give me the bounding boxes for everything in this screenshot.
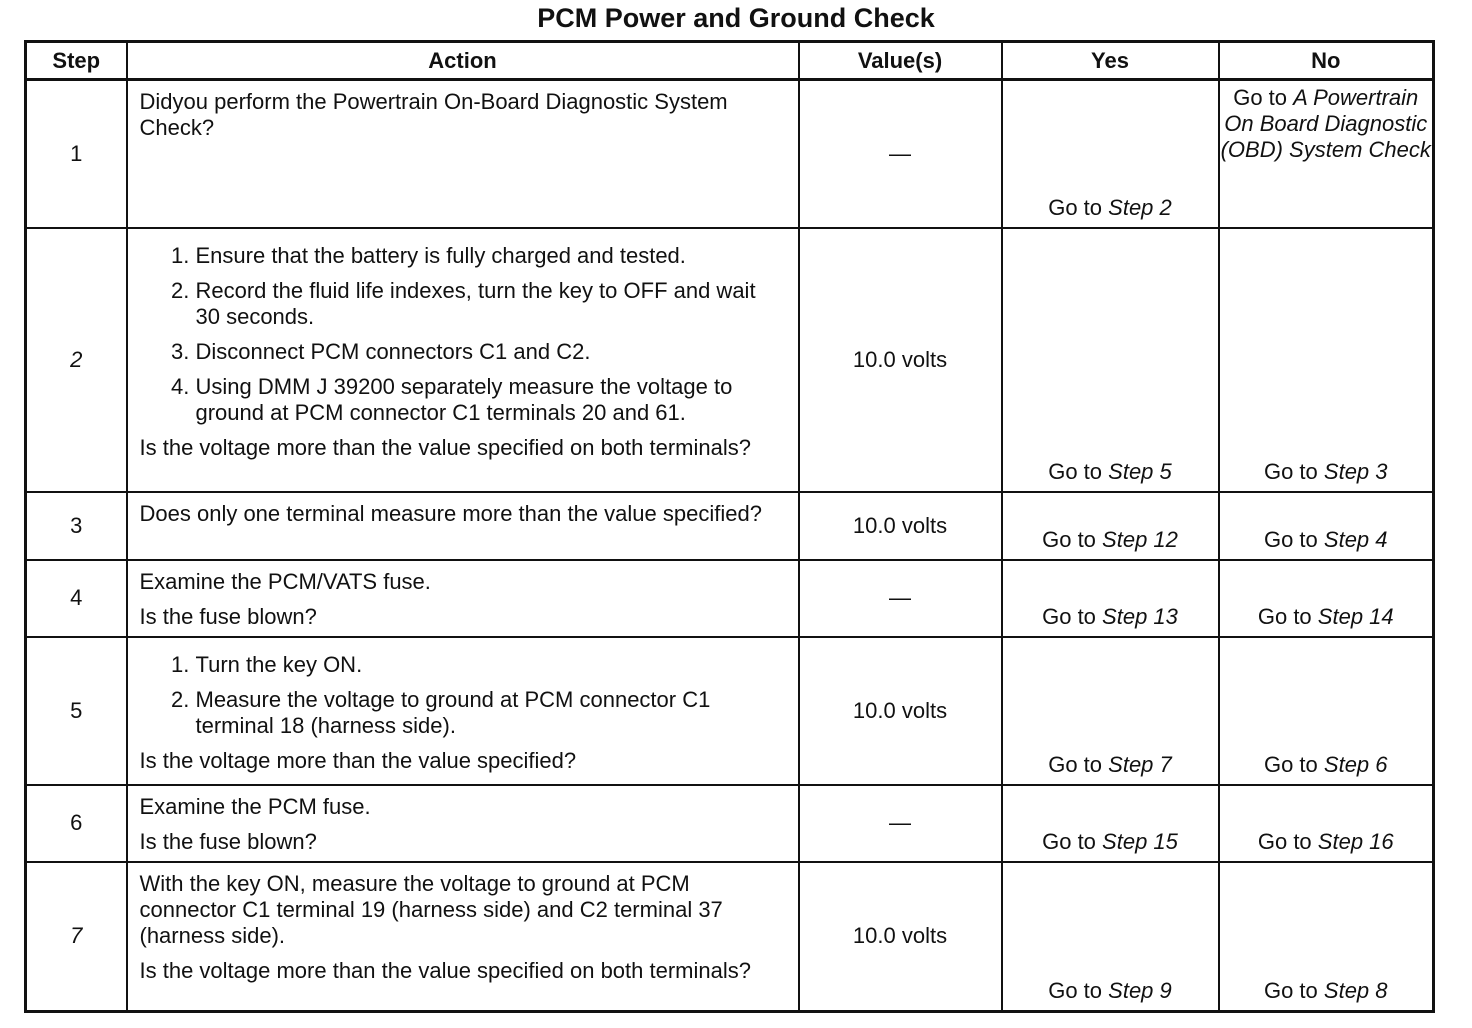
table-header-row	[26, 42, 1434, 80]
action-list-item: 3. Disconnect PCM connectors C1 and C2.	[196, 339, 784, 365]
go-to-label: Go to	[1263, 458, 1318, 484]
no-cell	[1219, 492, 1434, 560]
step-number: 2	[26, 228, 127, 492]
no-target: Step 14	[1317, 603, 1394, 629]
action-text: With the key ON, measure the voltage to ground at PCM connector C1 terminal 19 (harness side) and C2 terminal 37 (harness side).	[139, 870, 723, 948]
no-target: Step 3	[1323, 458, 1388, 484]
go-to-label: Go to	[1048, 751, 1103, 777]
no-cell	[1219, 862, 1434, 1012]
value-cell: 10.0 volts	[799, 637, 1002, 785]
step-number: 3	[26, 492, 127, 560]
action-text: Examine the PCM/VATS fuse.	[139, 568, 431, 594]
header-no: No	[1219, 42, 1434, 80]
header-values: Value(s)	[799, 42, 1002, 80]
no-cell	[1219, 228, 1434, 492]
value-cell: 10.0 volts	[799, 862, 1002, 1012]
go-to-label: Go to	[1263, 978, 1318, 1003]
go-to-label: Go to	[1263, 526, 1318, 552]
table-row	[26, 560, 1434, 637]
go-to-label: Go to	[1048, 978, 1103, 1003]
action-cell	[127, 785, 799, 862]
value-cell: —	[799, 785, 1002, 862]
no-target: Step 8	[1323, 978, 1388, 1003]
go-to-label: Go to	[1233, 85, 1288, 110]
action-cell	[127, 228, 799, 492]
header-action: Action	[127, 42, 799, 80]
yes-target: Step 13	[1102, 603, 1178, 629]
yes-cell	[1002, 228, 1219, 492]
no-target: Step 16	[1317, 828, 1394, 854]
header-step: Step	[26, 42, 127, 80]
action-list-item: 2. Measure the voltage to ground at PCM connector C1 terminal 18 (harness side).	[196, 687, 784, 739]
step-number: 1	[26, 80, 127, 228]
go-to-label: Go to	[1257, 603, 1312, 629]
table-row	[26, 862, 1434, 1012]
action-cell	[127, 862, 799, 1012]
page-title: PCM Power and Ground Check	[537, 3, 935, 33]
action-question: Is the voltage more than the value specified on both terminals?	[139, 957, 751, 983]
yes-cell	[1002, 785, 1219, 862]
yes-cell	[1002, 492, 1219, 560]
go-to-label: Go to	[1263, 751, 1318, 777]
action-list	[140, 243, 784, 426]
yes-target: Step 15	[1102, 828, 1178, 854]
table-row	[26, 492, 1434, 560]
header-yes: Yes	[1002, 42, 1219, 80]
action-question: Is the fuse blown?	[139, 828, 317, 854]
action-question: Is the voltage more than the value specified?	[139, 747, 577, 773]
action-question: Is the voltage more than the value specified on both terminals?	[139, 434, 751, 460]
action-list-item: 1. Turn the key ON.	[196, 652, 784, 678]
yes-cell	[1002, 560, 1219, 637]
go-to-label: Go to	[1042, 526, 1096, 552]
yes-cell	[1002, 80, 1219, 228]
action-text: Examine the PCM fuse.	[139, 793, 371, 819]
table-row	[26, 80, 1434, 228]
yes-target: Step 7	[1108, 751, 1172, 777]
yes-target: Step 2	[1108, 194, 1172, 220]
action-cell	[127, 560, 799, 637]
no-target: Step 4	[1323, 526, 1388, 552]
step-number: 7	[26, 862, 127, 1012]
step-number: 5	[26, 637, 127, 785]
no-target: Step 6	[1323, 751, 1388, 777]
action-list	[140, 652, 784, 739]
go-to-label: Go to	[1257, 828, 1312, 854]
table-row	[26, 785, 1434, 862]
no-cell	[1219, 80, 1434, 228]
action-question: Is the fuse blown?	[139, 603, 317, 629]
go-to-label: Go to	[1042, 603, 1096, 629]
action-list-item: 4. Using DMM J 39200 separately measure the voltage to ground at PCM connector C1 terminals 20 and 61.	[196, 374, 784, 426]
yes-target: Step 9	[1108, 978, 1172, 1003]
no-cell	[1219, 637, 1434, 785]
action-text: Didyou perform the Powertrain On-Board Diagnostic System Check?	[139, 89, 728, 140]
value-cell: —	[799, 80, 1002, 228]
yes-target: Step 5	[1108, 458, 1172, 484]
go-to-label: Go to	[1048, 194, 1103, 220]
value-cell: —	[799, 560, 1002, 637]
action-list-item: 2. Record the fluid life indexes, turn the key to OFF and wait 30 seconds.	[196, 278, 784, 330]
yes-cell	[1002, 637, 1219, 785]
no-cell	[1219, 785, 1434, 862]
yes-target: Step 12	[1102, 526, 1178, 552]
action-cell	[127, 80, 799, 228]
no-cell	[1219, 560, 1434, 637]
action-list-item: 1. Ensure that the battery is fully charged and tested.	[196, 243, 784, 269]
action-cell	[127, 637, 799, 785]
value-cell: 10.0 volts	[799, 492, 1002, 560]
step-number: 4	[26, 560, 127, 637]
value-cell: 10.0 volts	[799, 228, 1002, 492]
no-target: A Powertrain On Board Diagnostic (OBD) System Check	[1220, 85, 1431, 162]
diagnostic-table	[24, 40, 1435, 1013]
go-to-label: Go to	[1048, 458, 1103, 484]
step-number: 6	[26, 785, 127, 862]
action-text: Does only one terminal measure more than the value specified?	[139, 500, 762, 526]
yes-cell	[1002, 862, 1219, 1012]
go-to-label: Go to	[1042, 828, 1096, 854]
table-row	[26, 637, 1434, 785]
table-row	[26, 228, 1434, 492]
action-cell	[127, 492, 799, 560]
